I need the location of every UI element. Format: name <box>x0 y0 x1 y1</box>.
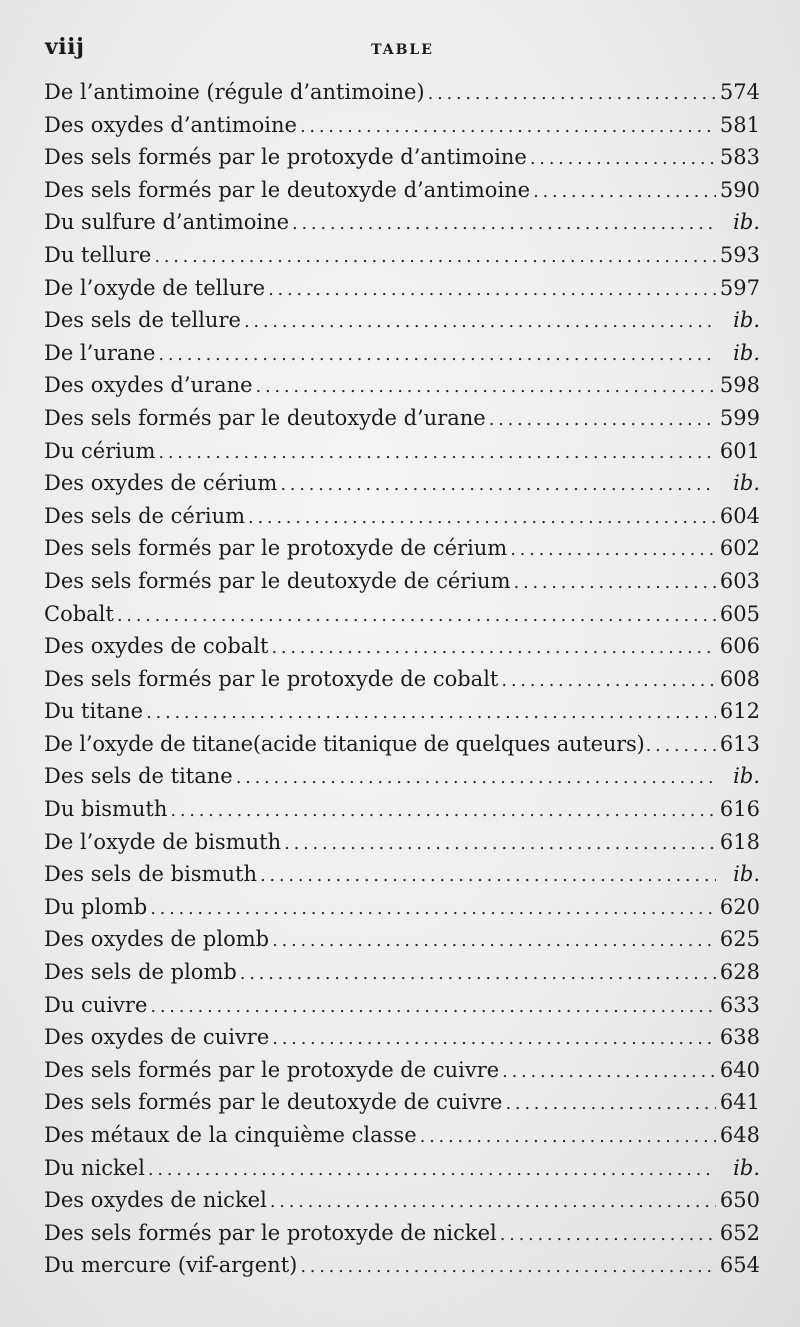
dot-leader <box>428 78 716 111</box>
dot-leader <box>240 958 716 991</box>
toc-entry-page: 654 <box>719 1253 760 1278</box>
toc-entry-title: Des oxydes d’antimoine <box>44 112 297 137</box>
toc-entry-page: 605 <box>719 601 760 626</box>
toc-entry <box>44 1152 760 1185</box>
toc-entry <box>44 76 760 109</box>
toc-entry-page: 652 <box>719 1220 760 1245</box>
toc-entry-title: De l’oxyde de bismuth <box>44 829 282 854</box>
toc-entry-title: Des oxydes de plomb <box>44 927 270 952</box>
toc-entry-page: ib. <box>733 1155 760 1180</box>
dot-leader <box>154 241 716 274</box>
table-of-contents <box>44 76 760 1282</box>
toc-entry <box>44 565 760 598</box>
toc-entry-page: 601 <box>719 438 760 463</box>
toc-entry-title: Des sels formés par le protoxyde de nickel <box>44 1220 497 1245</box>
toc-entry-page: 602 <box>719 536 760 561</box>
dot-leader <box>150 991 716 1024</box>
toc-entry-title: De l’urane <box>44 340 156 365</box>
dot-leader <box>292 208 716 241</box>
toc-entry <box>44 1086 760 1119</box>
toc-entry-page: 599 <box>719 405 760 430</box>
toc-entry <box>44 402 760 435</box>
toc-entry-page: 641 <box>719 1090 760 1115</box>
dot-leader <box>646 730 717 763</box>
toc-entry-title: Des sels formés par le deutoxyde d’urane <box>44 405 486 430</box>
dot-leader <box>510 534 716 567</box>
dot-leader <box>117 600 716 633</box>
toc-entry <box>44 500 760 533</box>
toc-entry-title: Du plomb <box>44 894 148 919</box>
toc-entry <box>44 174 760 207</box>
toc-entry-title: Des sels formés par le protoxyde de cérium <box>44 536 508 561</box>
toc-entry-page: 598 <box>719 373 760 398</box>
toc-entry <box>44 728 760 761</box>
toc-entry-title: Des oxydes de cobalt <box>44 634 269 659</box>
dot-leader <box>271 632 715 665</box>
toc-entry <box>44 1184 760 1217</box>
toc-entry-title: Des sels formés par le deutoxyde de cuivre <box>44 1090 503 1115</box>
toc-entry-page: 650 <box>719 1188 760 1213</box>
dot-leader <box>158 339 716 372</box>
toc-entry <box>44 369 760 402</box>
toc-entry-title: Des sels formés par le protoxyde de cuivre <box>44 1057 500 1082</box>
toc-entry-page: 628 <box>719 960 760 985</box>
dot-leader <box>272 925 716 958</box>
toc-entry-title: Du sulfure d’antimoine <box>44 210 290 235</box>
toc-entry <box>44 109 760 142</box>
toc-entry-page: ib. <box>733 308 760 333</box>
toc-entry-page: ib. <box>733 862 760 887</box>
dot-leader <box>300 111 716 144</box>
toc-entry-page: 593 <box>719 242 760 267</box>
dot-leader <box>248 502 716 535</box>
toc-entry-title: Des sels de plomb <box>44 960 237 985</box>
dot-leader <box>505 1088 715 1121</box>
toc-entry-page: 613 <box>719 731 760 756</box>
toc-entry <box>44 1217 760 1250</box>
dot-leader <box>501 665 716 698</box>
toc-entry-page: ib. <box>733 471 760 496</box>
toc-entry <box>44 826 760 859</box>
toc-entry <box>44 793 760 826</box>
toc-entry-title: De l’oxyde de tellure <box>44 275 266 300</box>
dot-leader <box>270 1186 716 1219</box>
toc-entry-title: De l’antimoine (régule d’antimoine) <box>44 80 425 104</box>
toc-entry-title: Des oxydes de cuivre <box>44 1025 270 1050</box>
toc-entry-page: 640 <box>719 1057 760 1082</box>
toc-entry-title: Du titane <box>44 699 144 724</box>
toc-entry-page: 604 <box>719 503 760 528</box>
toc-entry-page: 616 <box>719 797 760 822</box>
toc-entry-page: ib. <box>733 210 760 235</box>
toc-entry <box>44 598 760 631</box>
toc-entry <box>44 141 760 174</box>
toc-entry <box>44 695 760 728</box>
toc-entry <box>44 923 760 956</box>
dot-leader <box>533 176 716 209</box>
toc-entry <box>44 467 760 500</box>
toc-entry-title: Des oxydes de nickel <box>44 1188 267 1213</box>
dot-leader <box>300 1251 716 1284</box>
toc-entry <box>44 239 760 272</box>
toc-entry-title: Du mercure (vif-argent) <box>44 1253 298 1278</box>
toc-entry-page: 633 <box>719 992 760 1017</box>
dot-leader <box>148 1154 716 1187</box>
toc-entry-page: 620 <box>719 894 760 919</box>
dot-leader <box>158 437 715 470</box>
toc-entry <box>44 663 760 696</box>
toc-entry-page: 583 <box>719 145 760 170</box>
dot-leader <box>260 860 716 893</box>
running-title: TABLE <box>371 42 434 58</box>
toc-entry-title: Des sels formés par le deutoxyde de cérium <box>44 568 511 593</box>
toc-entry-page: 612 <box>719 699 760 724</box>
toc-entry <box>44 989 760 1022</box>
toc-entry-page: 590 <box>719 177 760 202</box>
toc-entry-title: Du cérium <box>44 438 156 463</box>
dot-leader <box>256 371 716 404</box>
toc-entry <box>44 760 760 793</box>
dot-leader <box>272 1023 716 1056</box>
dot-leader <box>146 697 716 730</box>
toc-entry-title: Des sels formés par le protoxyde d’antimoine <box>44 145 527 170</box>
toc-entry-title: Des sels de tellure <box>44 308 241 333</box>
toc-entry-page: ib. <box>733 764 760 789</box>
toc-entry-page: 574 <box>719 80 760 104</box>
toc-entry-title: Des sels de cérium <box>44 503 246 528</box>
toc-entry <box>44 858 760 891</box>
toc-entry-title: Des sels de bismuth <box>44 862 257 887</box>
toc-entry <box>44 337 760 370</box>
toc-entry <box>44 956 760 989</box>
toc-entry <box>44 304 760 337</box>
dot-leader <box>530 143 716 176</box>
toc-entry <box>44 272 760 305</box>
toc-entry-title: Des métaux de la cinquième classe <box>44 1123 417 1147</box>
dot-leader <box>280 469 716 502</box>
dot-leader <box>150 893 716 926</box>
toc-entry-page: 638 <box>719 1025 760 1050</box>
toc-entry-page: 618 <box>719 829 760 854</box>
page-number: viij <box>45 34 85 60</box>
toc-entry-title: Des sels de titane <box>44 764 233 789</box>
toc-entry-title: Des sels formés par le deutoxyde d’antimoine <box>44 177 531 202</box>
toc-entry-page: 648 <box>719 1123 760 1147</box>
page-header <box>45 34 760 68</box>
toc-entry-page: 608 <box>719 666 760 691</box>
toc-entry <box>44 206 760 239</box>
toc-entry-title: De l’oxyde de titane(acide titanique de quelques auteurs) <box>44 731 645 756</box>
toc-entry-title: Du cuivre <box>44 992 148 1017</box>
toc-entry-title: Des sels formés par le protoxyde de cobalt <box>44 666 499 691</box>
dot-leader <box>514 567 716 600</box>
toc-entry <box>44 1119 760 1152</box>
dot-leader <box>284 828 716 861</box>
toc-entry <box>44 435 760 468</box>
toc-entry-title: Du tellure <box>44 242 152 267</box>
toc-entry <box>44 1054 760 1087</box>
toc-entry-title: Des oxydes d’urane <box>44 373 253 398</box>
toc-entry-title: Du bismuth <box>44 797 168 822</box>
dot-leader <box>236 762 716 795</box>
toc-entry-page: 581 <box>719 112 760 137</box>
toc-entry-page: ib. <box>733 340 760 365</box>
toc-entry <box>44 532 760 565</box>
toc-entry-title: Du nickel <box>44 1155 145 1180</box>
toc-entry-page: 606 <box>719 634 760 659</box>
toc-entry <box>44 891 760 924</box>
toc-entry-page: 603 <box>719 568 760 593</box>
dot-leader <box>500 1219 716 1252</box>
dot-leader <box>244 306 716 339</box>
dot-leader <box>170 795 716 828</box>
toc-entry <box>44 1021 760 1054</box>
dot-leader <box>420 1121 716 1154</box>
dot-leader <box>489 404 716 437</box>
toc-entry-page: 597 <box>719 275 760 300</box>
toc-entry-title: Cobalt <box>44 601 114 626</box>
toc-entry-title: Des oxydes de cérium <box>44 471 278 496</box>
toc-entry <box>44 630 760 663</box>
dot-leader <box>502 1056 716 1089</box>
dot-leader <box>268 274 716 307</box>
toc-entry-page: 625 <box>719 927 760 952</box>
toc-entry <box>44 1249 760 1282</box>
